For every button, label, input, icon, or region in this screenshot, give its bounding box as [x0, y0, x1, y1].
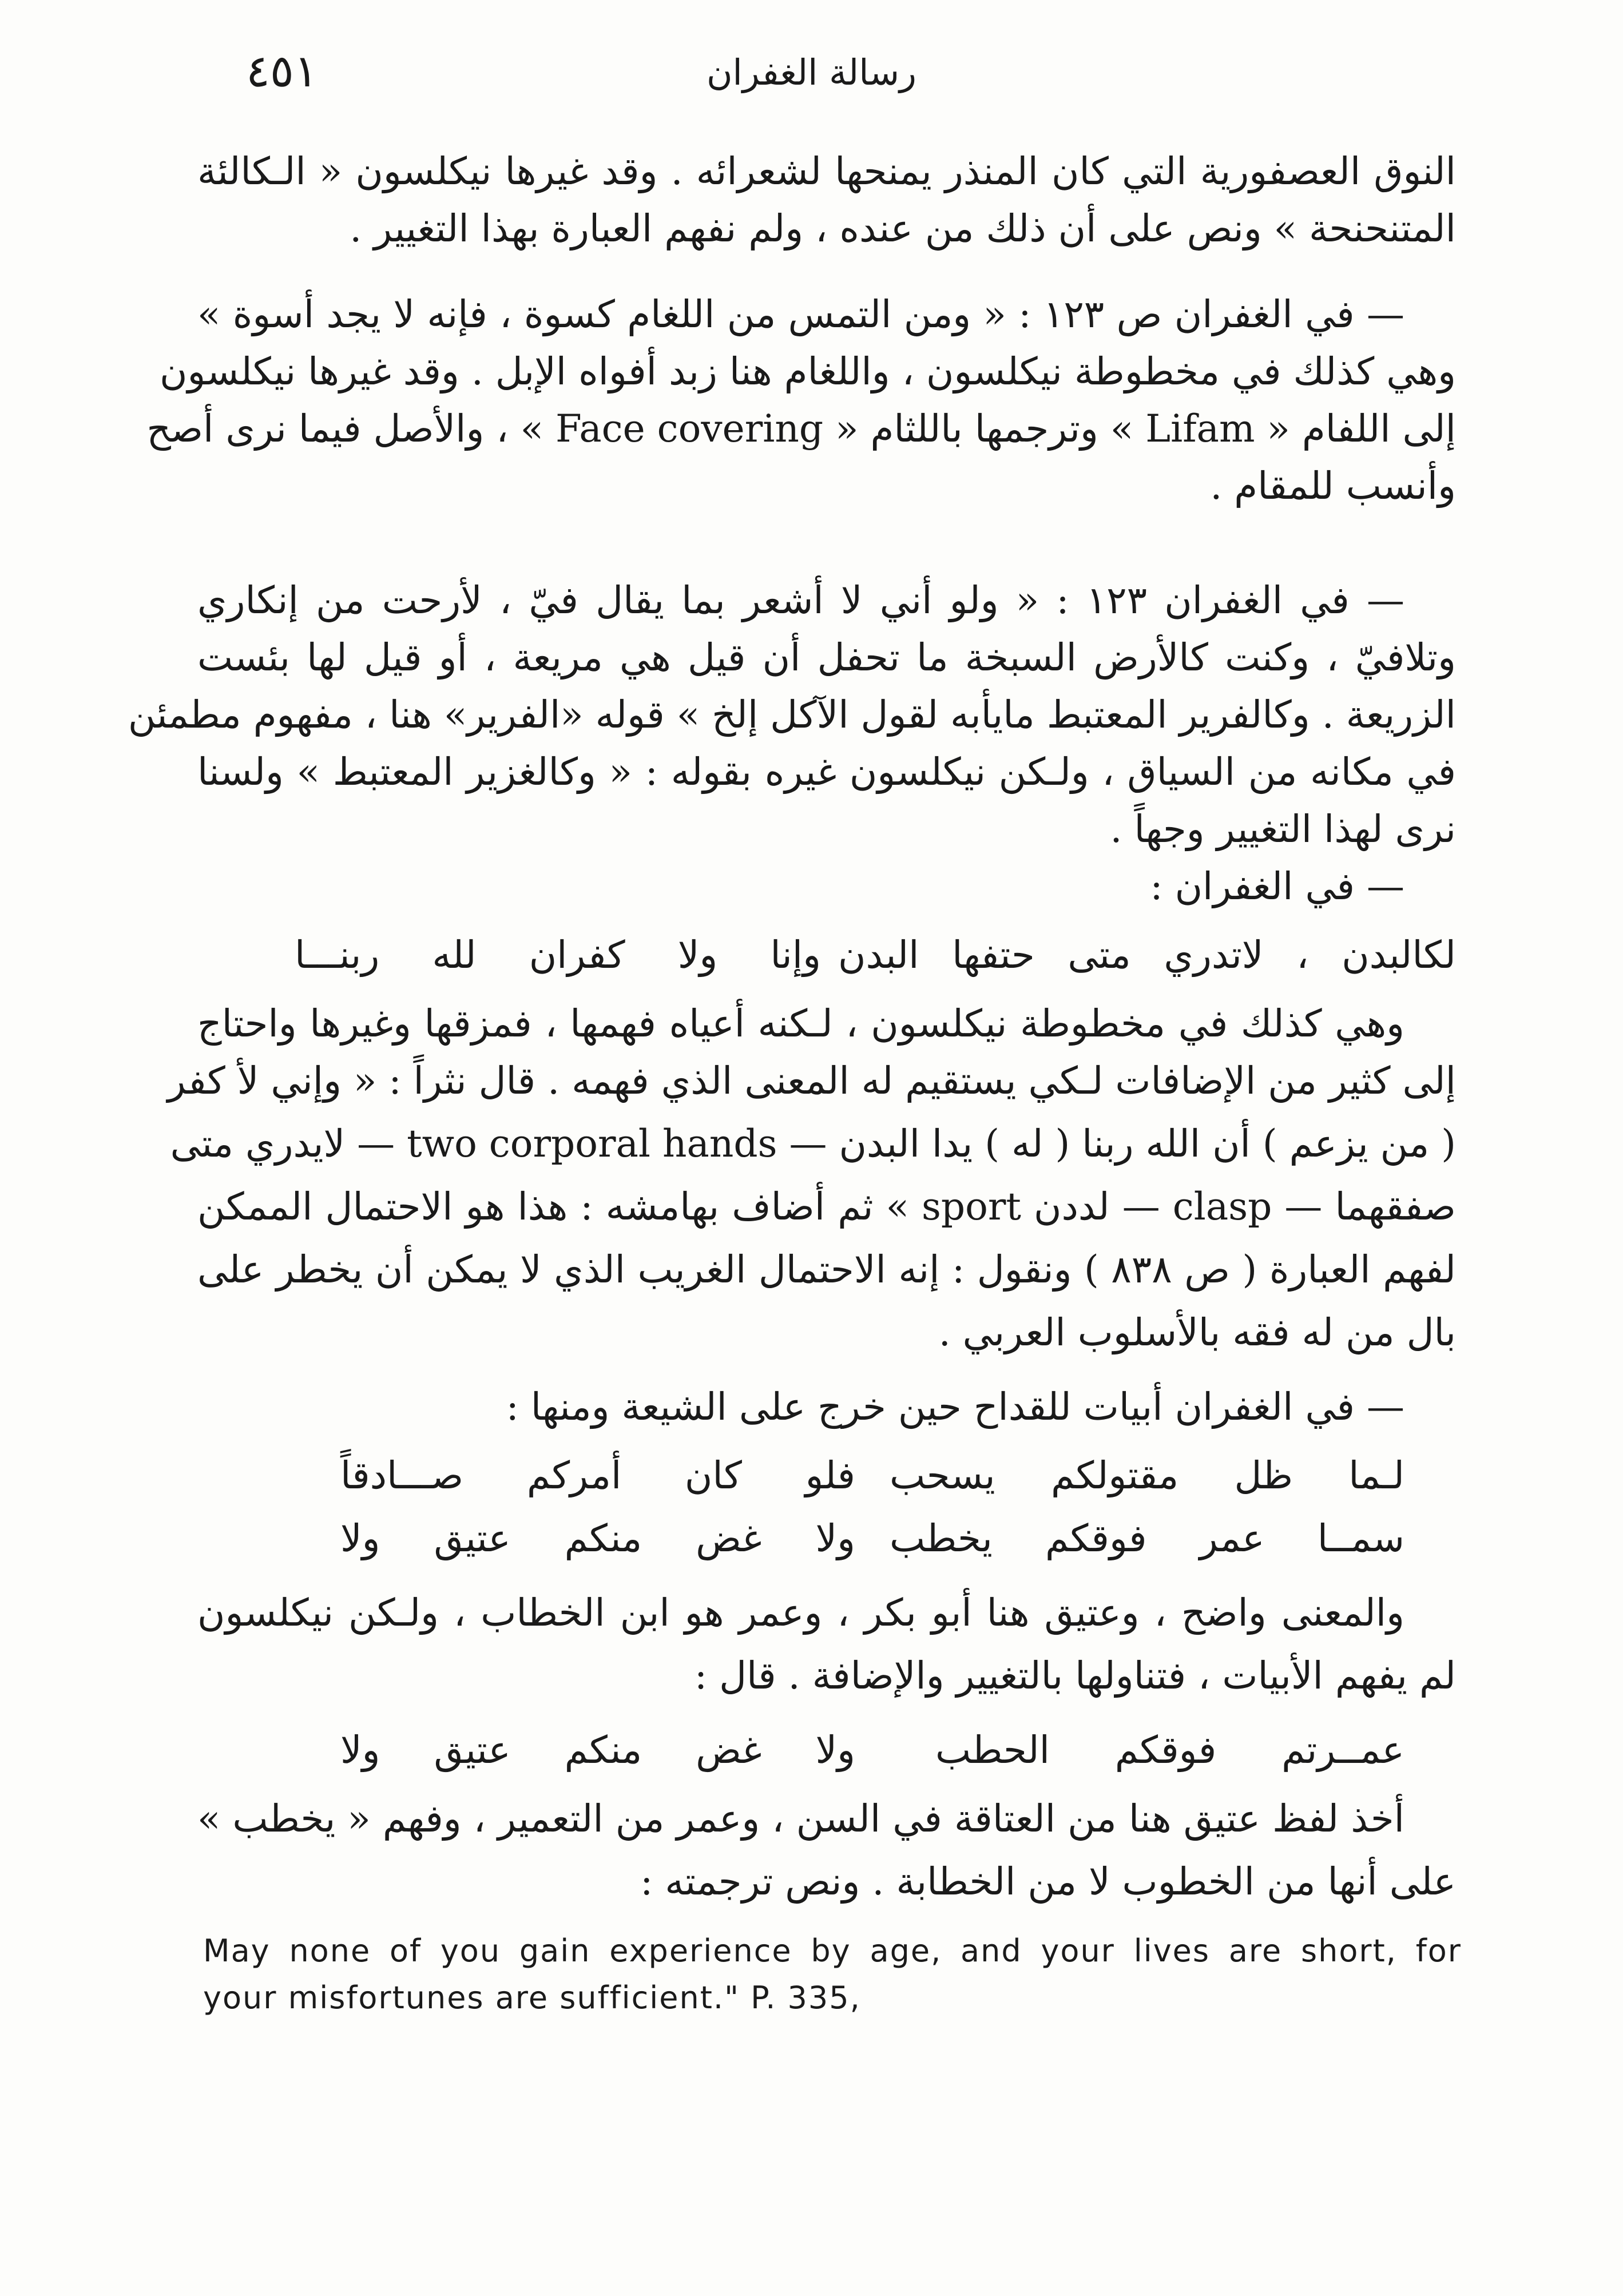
verse-hemistich: لكالبدن ، لاتدري متى حتفها البدن: [838, 933, 1456, 977]
text-line: وتلافيّ ، وكنت كالأرض السبخة ما تحفل أن قيل هي مريعة ، أو قيل لها بئست: [197, 635, 1456, 680]
verse-hemistich: ولا غض منكم عتيق ولا: [340, 1728, 855, 1772]
verse-line: [197, 927, 1456, 984]
text-line: وهي كذلك في مخطوطة نيكلسون ، واللغام هنا زبد أفواه الإبل . وقد غيرها نيكلسون: [160, 349, 1456, 394]
footnote: [203, 1928, 1462, 2021]
text-line: أخذ لفظ عتيق هنا من العتاقة في السن ، وعمر من التعمير ، وفهم « يخطب »: [197, 1797, 1404, 1841]
footnote-line: your misfortunes are sufficient." P. 335,: [203, 1980, 861, 2016]
footnote-line: May none of you gain experience by age, and your lives are short, for: [203, 1933, 1462, 1969]
verse-line: [197, 1510, 1456, 1567]
text-line: إلى كثير من الإضافات لـكي يستقيم له المعنى الذي فهمه . قال نثراً : « وإني لأ كفر: [167, 1059, 1456, 1103]
text-line: — في الغفران :: [1150, 864, 1404, 908]
text-line: — في الغفران أبيات للقداح حين خرج على الشيعة ومنها :: [506, 1385, 1404, 1429]
page-header: [172, 46, 1451, 109]
running-title: رسالة الغفران: [707, 51, 916, 93]
text-line: بال من له فقه بالأسلوب العربي .: [938, 1310, 1456, 1354]
verse-hemistich: لـما ظل مقتولكم يسحب: [890, 1453, 1404, 1497]
text-line: صفقهما — clasp — لددن sport » ثم أضاف بهامشه : هذا هو الاحتمال الممكن: [197, 1185, 1456, 1229]
text-line: النوق العصفورية التي كان المنذر يمنحها لشعرائه . وقد غيرها نيكلسون « الـكالئة: [197, 149, 1456, 193]
verse-hemistich: سمــا عمر فوقكم يخطب: [890, 1516, 1404, 1560]
text-line: إلى اللفام « Lifam » وترجمها باللثام « Face covering » ، والأصل فيما نرى أصح: [146, 407, 1456, 451]
body-text: [128, 143, 1456, 2145]
text-line: الزريعة . وكالفرير المعتبط مايأبه لقول الآكل إلخ » قوله «الفرير» هنا ، مفهوم مطمئن: [128, 693, 1456, 737]
text-line: والمعنى واضح ، وعتيق هنا أبو بكر ، وعمر هو ابن الخطاب ، ولـكن نيكلسون: [197, 1591, 1404, 1635]
page-number: ٤٥١: [246, 46, 318, 97]
verse-line: [197, 1447, 1456, 1504]
text-line: على أنها من الخطوب لا من الخطابة . ونص ترجمته :: [640, 1860, 1456, 1904]
text-line: في مكانه من السياق ، ولـكن نيكلسون غيره بقوله : « وكالغزير المعتبط » ولسنا: [197, 750, 1456, 794]
verse-hemistich: عمــرتم فوقكم الحطب: [935, 1728, 1404, 1772]
text-line: — في الغفران ص ١٢٣ : « ومن التمس من اللغام كسوة ، فإنه لا يجد أسوة »: [197, 292, 1404, 336]
text-line: وأنسب للمقام .: [1210, 464, 1456, 508]
text-line: لفهم العبارة ( ص ٨٣٨ ) ونقول : إنه الاحتمال الغريب الذي لا يمكن أن يخطر على: [197, 1248, 1456, 1292]
verse-hemistich: ولا غض منكم عتيق ولا: [340, 1516, 855, 1560]
verse-hemistich: فلو كان أمركم صـــادقاً: [340, 1453, 855, 1497]
text-line: المتنحنحة » ونص على أن ذلك من عنده ، ولم نفهم العبارة بهذا التغيير .: [350, 206, 1456, 251]
text-line: وهي كذلك في مخطوطة نيكلسون ، لـكنه أعياه فهمها ، فمزقها وغيرها واحتاج: [197, 1002, 1404, 1046]
verse-hemistich: وإنا ولا كفران لله ربنـــا: [295, 933, 821, 977]
verse-line: [197, 1722, 1456, 1779]
text-line: لم يفهم الأبيات ، فتناولها بالتغيير والإضافة . قال :: [694, 1654, 1456, 1698]
text-line: نرى لهذا التغيير وجهاً .: [1110, 807, 1456, 851]
text-line: ( من يزعم ) أن الله ربنا ( له ) يدا البدن — two corporal hands — لايدري متى: [170, 1122, 1456, 1166]
text-line: — في الغفران ١٢٣ : « ولو أني لا أشعر بما يقال فيّ ، لأرحت من إنكاري: [197, 578, 1404, 622]
